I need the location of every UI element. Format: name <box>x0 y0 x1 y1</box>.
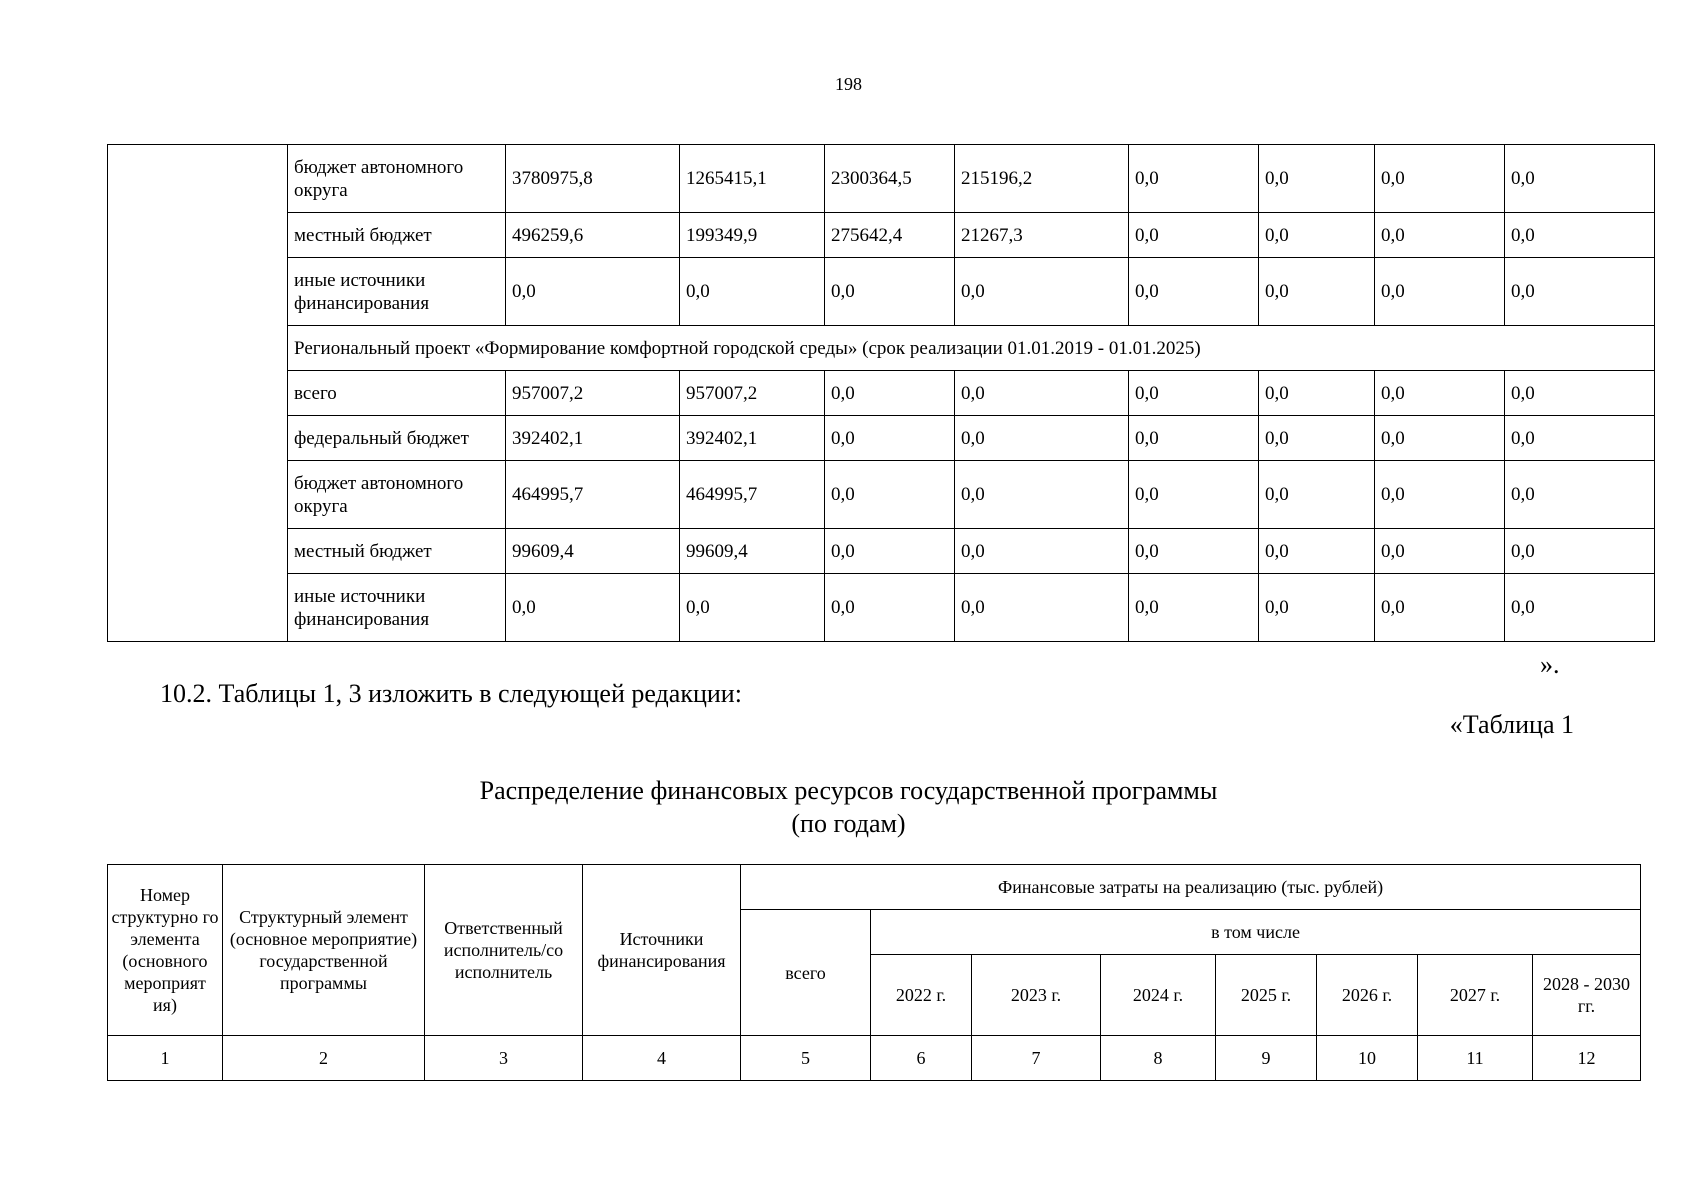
row-value: 496259,6 <box>506 213 680 258</box>
header-year: 2028 - 2030 гг. <box>1533 955 1641 1036</box>
table-row <box>108 529 1655 574</box>
row-value: 0,0 <box>1375 371 1505 416</box>
header-year: 2025 г. <box>1216 955 1317 1036</box>
row-value: 0,0 <box>1129 574 1259 642</box>
row-value: 0,0 <box>825 258 955 326</box>
column-number: 11 <box>1418 1036 1533 1081</box>
page-number: 198 <box>835 74 862 94</box>
row-value: 0,0 <box>825 461 955 529</box>
project-header-row <box>108 326 1655 371</box>
row-value: 21267,3 <box>955 213 1129 258</box>
column-number: 3 <box>425 1036 583 1081</box>
instruction-text: 10.2. Таблицы 1, 3 изложить в следующей редакции: <box>160 679 742 708</box>
table-row <box>108 574 1655 642</box>
row-value: 0,0 <box>1129 529 1259 574</box>
column-number: 2 <box>223 1036 425 1081</box>
row-label: бюджет автономного округа <box>288 461 506 529</box>
row-value: 0,0 <box>1505 529 1655 574</box>
row-value: 0,0 <box>1259 461 1375 529</box>
row-value: 392402,1 <box>680 416 825 461</box>
header-responsible-executor: Ответственный исполнитель/со исполнитель <box>425 865 583 1036</box>
row-value: 0,0 <box>955 461 1129 529</box>
row-value: 99609,4 <box>680 529 825 574</box>
header-year: 2022 г. <box>871 955 972 1036</box>
header-structural-element: Структурный элемент (основное мероприятие) государственной программы <box>223 865 425 1036</box>
row-value: 0,0 <box>1375 145 1505 213</box>
financing-table-body <box>108 145 1655 642</box>
row-value: 0,0 <box>955 258 1129 326</box>
row-value: 0,0 <box>825 574 955 642</box>
row-value: 0,0 <box>1259 574 1375 642</box>
row-value: 0,0 <box>680 574 825 642</box>
row-value: 0,0 <box>825 371 955 416</box>
row-value: 0,0 <box>506 574 680 642</box>
row-label: местный бюджет <box>288 529 506 574</box>
row-value: 0,0 <box>1505 461 1655 529</box>
row-value: 0,0 <box>1129 416 1259 461</box>
row-value: 0,0 <box>1129 258 1259 326</box>
row-value: 0,0 <box>1259 416 1375 461</box>
column-number: 7 <box>972 1036 1101 1081</box>
row-value: 275642,4 <box>825 213 955 258</box>
row-value: 0,0 <box>1505 416 1655 461</box>
row-value: 0,0 <box>1129 213 1259 258</box>
row-value: 0,0 <box>1375 574 1505 642</box>
row-value: 0,0 <box>825 529 955 574</box>
row-value: 0,0 <box>1505 145 1655 213</box>
column-number: 1 <box>108 1036 223 1081</box>
row-value: 1265415,1 <box>680 145 825 213</box>
row-value: 0,0 <box>1259 529 1375 574</box>
row-value: 2300364,5 <box>825 145 955 213</box>
row-value: 0,0 <box>1129 461 1259 529</box>
row-label: местный бюджет <box>288 213 506 258</box>
header-year: 2023 г. <box>972 955 1101 1036</box>
financing-table-continued <box>107 144 1655 642</box>
column-number: 5 <box>741 1036 871 1081</box>
row-label: федеральный бюджет <box>288 416 506 461</box>
column-number: 10 <box>1317 1036 1418 1081</box>
column-number: 6 <box>871 1036 972 1081</box>
row-value: 99609,4 <box>506 529 680 574</box>
table-row <box>108 213 1655 258</box>
row-value: 0,0 <box>1375 416 1505 461</box>
row-value: 0,0 <box>825 416 955 461</box>
row-value: 464995,7 <box>680 461 825 529</box>
column-number: 9 <box>1216 1036 1317 1081</box>
row-value: 0,0 <box>1505 258 1655 326</box>
distribution-table <box>107 864 1641 1081</box>
table-label: «Таблица 1 <box>1449 710 1574 739</box>
column-number: 12 <box>1533 1036 1641 1081</box>
table-row <box>108 371 1655 416</box>
header-funding-sources: Источники финансирования <box>583 865 741 1036</box>
row-value: 0,0 <box>955 574 1129 642</box>
closing-quote: ». <box>1540 650 1560 679</box>
row-value: 0,0 <box>955 416 1129 461</box>
row-value: 0,0 <box>1129 371 1259 416</box>
row-value: 0,0 <box>955 529 1129 574</box>
header-year: 2026 г. <box>1317 955 1418 1036</box>
row-value: 3780975,8 <box>506 145 680 213</box>
table-title-line2: (по годам) <box>791 809 906 838</box>
column-number: 4 <box>583 1036 741 1081</box>
row-value: 0,0 <box>680 258 825 326</box>
row-value: 464995,7 <box>506 461 680 529</box>
row-value: 0,0 <box>1505 574 1655 642</box>
table-title <box>0 774 1697 840</box>
row-value: 0,0 <box>1259 145 1375 213</box>
row-value: 0,0 <box>506 258 680 326</box>
row-label: всего <box>288 371 506 416</box>
row-value: 0,0 <box>1259 258 1375 326</box>
row-value: 0,0 <box>955 371 1129 416</box>
row-value: 0,0 <box>1375 461 1505 529</box>
row-value: 392402,1 <box>506 416 680 461</box>
header-structural-number: Номер структурно го элемента (основного мероприят ия) <box>108 865 223 1036</box>
row-value: 957007,2 <box>680 371 825 416</box>
header-total: всего <box>741 910 871 1036</box>
header-including: в том числе <box>871 910 1641 955</box>
row-value: 0,0 <box>1259 213 1375 258</box>
row-value: 0,0 <box>1375 258 1505 326</box>
row-value: 215196,2 <box>955 145 1129 213</box>
table-row <box>108 258 1655 326</box>
row-label: иные источники финансирования <box>288 574 506 642</box>
header-year: 2027 г. <box>1418 955 1533 1036</box>
row-value: 957007,2 <box>506 371 680 416</box>
row-value: 0,0 <box>1129 145 1259 213</box>
row-value: 199349,9 <box>680 213 825 258</box>
table-row <box>108 416 1655 461</box>
row-value: 0,0 <box>1375 213 1505 258</box>
empty-first-column <box>108 145 288 642</box>
row-value: 0,0 <box>1259 371 1375 416</box>
row-value: 0,0 <box>1505 213 1655 258</box>
table-title-line1: Распределение финансовых ресурсов государственной программы <box>479 776 1218 805</box>
project-header: Региональный проект «Формирование комфортной городской среды» (срок реализации 01.01.2019 - 01.01.2025) <box>288 326 1655 371</box>
table-row <box>108 145 1655 213</box>
row-value: 0,0 <box>1505 371 1655 416</box>
row-label: бюджет автономного округа <box>288 145 506 213</box>
column-number: 8 <box>1101 1036 1216 1081</box>
row-value: 0,0 <box>1375 529 1505 574</box>
header-financial-costs: Финансовые затраты на реализацию (тыс. рублей) <box>741 865 1641 910</box>
table-row <box>108 461 1655 529</box>
row-label: иные источники финансирования <box>288 258 506 326</box>
header-year: 2024 г. <box>1101 955 1216 1036</box>
